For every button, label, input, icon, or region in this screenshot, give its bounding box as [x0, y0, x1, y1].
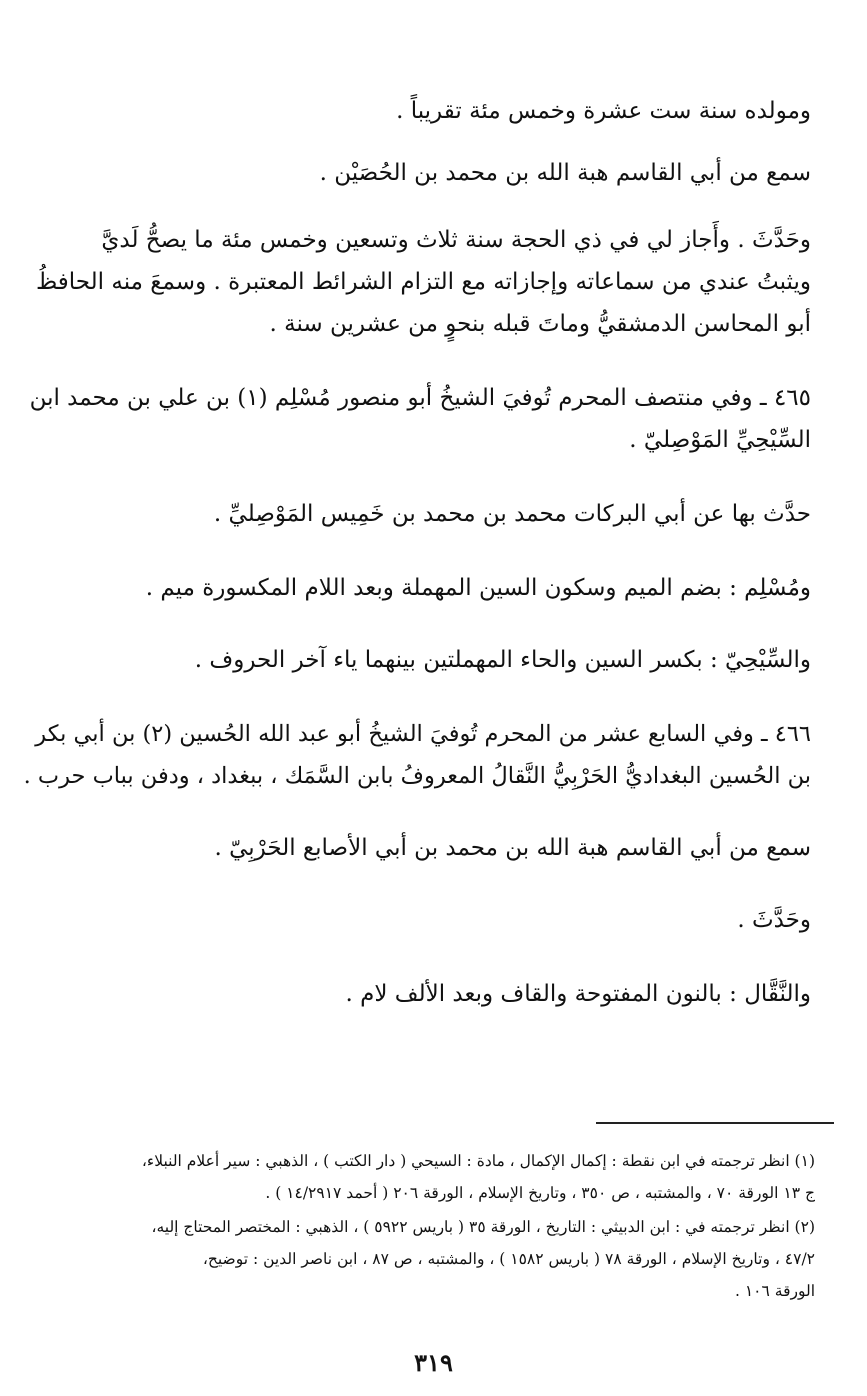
footnote-line: الورقة ١٠٦ . — [734, 1282, 815, 1300]
entry-465-heading: ٤٦٥ ـ وفي منتصف المحرم تُوفيَ الشيخُ أبو منصور مُسْلِم (١) بن علي بن محمد ابن — [29, 385, 811, 411]
footnote-line: ج ١٣ الورقة ٧٠ ، والمشتبه ، ص ٣٥٠ ، وتاريخ الإسلام ، الورقة ٢٠٦ ( أحمد ١٤/٢٩١٧ ) . — [265, 1184, 815, 1202]
text-line: وحَدَّثَ . وأَجاز لي في ذي الحجة سنة ثلاث وتسعين وخمس مئة ما يصحُّ لَديَّ — [101, 227, 811, 253]
text-line: والسِّيْحِيّ : بكسر السين والحاء المهملتين بينهما ياء آخر الحروف . — [194, 647, 811, 673]
text-line: وحَدَّثَ . — [737, 907, 811, 933]
text-line: ومُسْلِم : بضم الميم وسكون السين المهملة وبعد اللام المكسورة ميم . — [145, 575, 811, 601]
entry-466-heading: ٤٦٦ ـ وفي السابع عشر من المحرم تُوفيَ الشيخُ أبو عبد الله الحُسين (٢) بن أبي بكر — [35, 721, 811, 747]
footnote-line: (٢) انظر ترجمته في : ابن الدبيثي : التاريخ ، الورقة ٣٥ ( باريس ٥٩٢٢ ) ، الذهبي : المختصر المحتاج إليه، — [151, 1218, 815, 1236]
text-line: أبو المحاسن الدمشقيُّ وماتَ قبله بنحوٍ من عشرين سنة . — [269, 311, 811, 337]
footnote-line: ٤٧/٢ ، وتاريخ الإسلام ، الورقة ٧٨ ( باريس ١٥٨٢ ) ، والمشتبه ، ص ٨٧ ، ابن ناصر الدين : توضيح، — [202, 1250, 815, 1268]
footnote-line: (١) انظر ترجمته في ابن نقطة : إكمال الإكمال ، مادة : السيحي ( دار الكتب ) ، الذهبي : سير أعلام النبلاء، — [141, 1152, 815, 1170]
footnote-separator — [596, 1122, 834, 1124]
text-line: بن الحُسين البغداديُّ الحَرْبِيُّ النَّقالُ المعروفُ بابن السَّمَك ، ببغداد ، ودفن بباب حرب . — [23, 763, 811, 789]
text-line: والنَّقَّال : بالنون المفتوحة والقاف وبعد الألف لام . — [345, 981, 811, 1007]
text-line: ويثبتُ عندي من سماعاته وإجازاته مع التزام الشرائط المعتبرة . وسمعَ منه الحافظُ — [35, 269, 811, 295]
text-line: ومولده سنة ست عشرة وخمس مئة تقريباً . — [396, 98, 811, 124]
text-line: حدَّث بها عن أبي البركات محمد بن محمد بن خَمِيس المَوْصِليِّ . — [213, 501, 811, 527]
page-number: ٣١٩ — [414, 1348, 453, 1377]
text-line: السِّيْحِيِّ المَوْصِليّ . — [629, 427, 811, 453]
text-line: سمع من أبي القاسم هبة الله بن محمد بن أبي الأصابع الحَرْبِيّ . — [214, 835, 811, 861]
text-line: سمع من أبي القاسم هبة الله بن محمد بن الحُصَيْن . — [319, 160, 811, 186]
